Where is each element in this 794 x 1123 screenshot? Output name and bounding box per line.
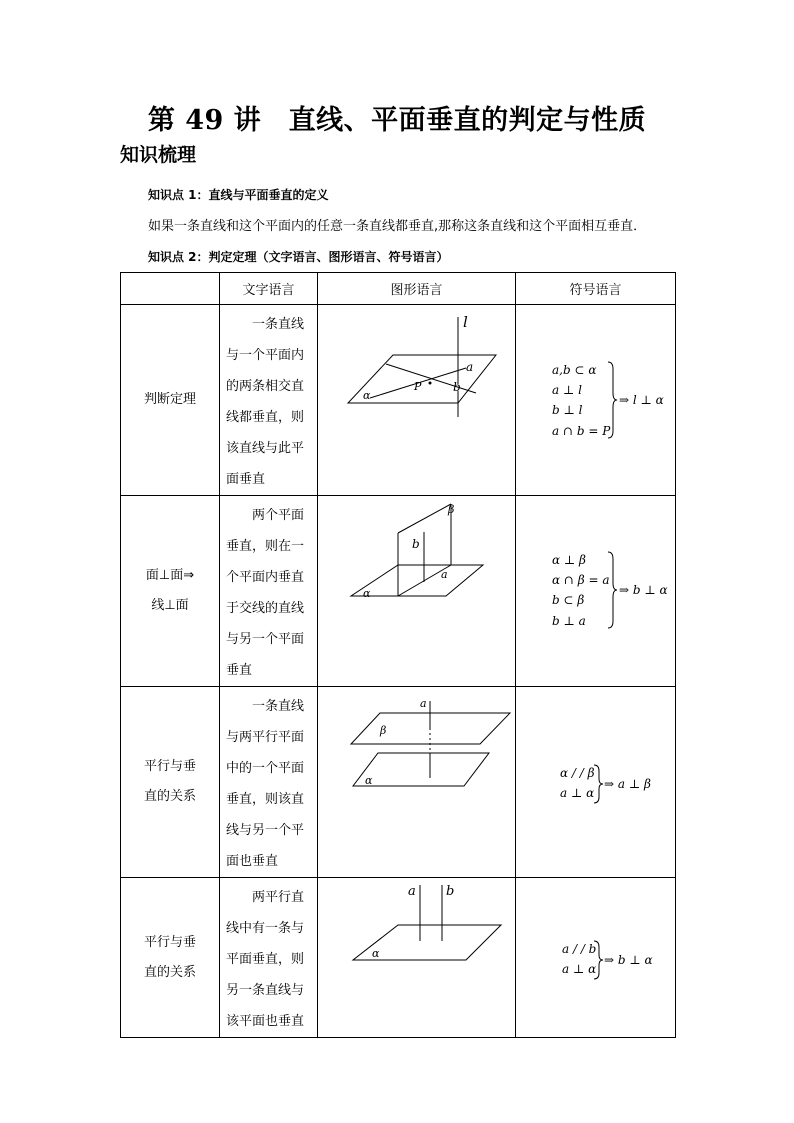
theorem-figure <box>318 305 516 496</box>
table-header-row <box>121 273 676 305</box>
svg-text:a / / b: a / / b <box>562 941 597 956</box>
svg-text:α / / β: α / / β <box>560 766 595 780</box>
svg-text:P: P <box>414 380 422 393</box>
knowledge-point-2: 知识点 2：判定定理（文字语言、图形语言、符号语言） <box>148 250 449 264</box>
svg-text:b ⊥ l: b ⊥ l <box>552 403 583 417</box>
theorem-symbols <box>516 687 676 878</box>
svg-text:α ∩ β = a: α ∩ β = a <box>552 573 610 587</box>
theorem-name: 判断定理 <box>121 305 220 496</box>
header-cell-text: 文字语言 <box>220 273 318 305</box>
svg-text:⇒ l ⊥ α: ⇒ l ⊥ α <box>619 393 664 407</box>
svg-text:β: β <box>448 503 455 516</box>
svg-text:b: b <box>453 380 461 394</box>
svg-text:⇒ b ⊥ α: ⇒ b ⊥ α <box>604 952 653 967</box>
symbol-block <box>516 881 675 1035</box>
svg-text:β: β <box>380 724 387 737</box>
theorem-symbols <box>516 305 676 496</box>
svg-text:l: l <box>463 313 468 331</box>
svg-text:a: a <box>441 568 448 581</box>
svg-text:b ⊂ β: b ⊂ β <box>552 593 585 607</box>
svg-text:α: α <box>372 946 380 960</box>
svg-text:a: a <box>466 360 474 374</box>
svg-text:α: α <box>363 389 371 402</box>
theorem-name: 平行与垂 直的关系 <box>121 687 220 878</box>
figure-parallel-planes <box>318 689 515 875</box>
table-row <box>121 687 676 878</box>
page-title: 第 49 讲 直线、平面垂直的判定与性质 <box>147 105 647 136</box>
theorem-text: 一条直线与两平行平面中的一个平面垂直，则该直线与另一个平面也垂直 <box>220 687 318 878</box>
theorem-figure <box>318 496 516 687</box>
svg-text:α: α <box>363 587 371 600</box>
knowledge-point-1: 知识点 1：直线与平面垂直的定义 <box>148 188 329 202</box>
theorem-table <box>120 272 676 1038</box>
theorem-text: 两平行直线中有一条与平面垂直，则另一条直线与该平面也垂直 <box>220 878 318 1038</box>
svg-text:a ⊥ α: a ⊥ α <box>562 961 597 976</box>
table-row <box>121 496 676 687</box>
svg-text:a ⊥ l: a ⊥ l <box>552 383 582 397</box>
svg-text:⇒ b ⊥ α: ⇒ b ⊥ α <box>619 583 668 597</box>
theorem-name: 平行与垂 直的关系 <box>121 878 220 1038</box>
theorem-text: 两个平面垂直，则在一个平面内垂直于交线的直线与另一个平面垂直 <box>220 496 318 687</box>
table-row <box>121 878 676 1038</box>
theorem-figure <box>318 687 516 878</box>
theorem-symbols <box>516 878 676 1038</box>
svg-text:α: α <box>365 774 373 787</box>
svg-text:α ⊥ β: α ⊥ β <box>552 553 586 567</box>
symbol-block <box>516 689 675 875</box>
svg-text:a ⊥ α: a ⊥ α <box>560 786 595 800</box>
svg-text:b: b <box>446 883 455 899</box>
header-cell-symbol: 符号语言 <box>516 273 676 305</box>
symbol-block <box>516 498 675 684</box>
svg-text:a,b ⊂ α: a,b ⊂ α <box>552 363 597 377</box>
figure-planes-perpendicular <box>318 498 515 684</box>
theorem-name: 面⊥面⇒ 线⊥面 <box>121 496 220 687</box>
theorem-text: 一条直线与一个平面内的两条相交直线都垂直，则该直线与此平面垂直 <box>220 305 318 496</box>
table-row <box>121 305 676 496</box>
svg-text:a ∩ b = P: a ∩ b = P <box>552 424 611 438</box>
figure-line-perpendicular-plane <box>318 307 515 493</box>
svg-text:⇒ a ⊥ β: ⇒ a ⊥ β <box>604 777 651 791</box>
section-heading: 知识梳理 <box>120 144 197 166</box>
header-cell-empty <box>121 273 220 305</box>
theorem-symbols <box>516 496 676 687</box>
theorem-figure <box>318 878 516 1038</box>
svg-text:a: a <box>408 883 416 899</box>
svg-text:b: b <box>412 537 420 551</box>
figure-parallel-lines <box>318 881 515 1035</box>
svg-text:b ⊥ a: b ⊥ a <box>552 614 586 628</box>
symbol-block <box>516 307 675 493</box>
definition-text: 如果一条直线和这个平面内的任意一条直线都垂直,那称这条直线和这个平面相互垂直． <box>148 219 647 234</box>
svg-text:a: a <box>420 697 427 710</box>
header-cell-figure: 图形语言 <box>318 273 516 305</box>
